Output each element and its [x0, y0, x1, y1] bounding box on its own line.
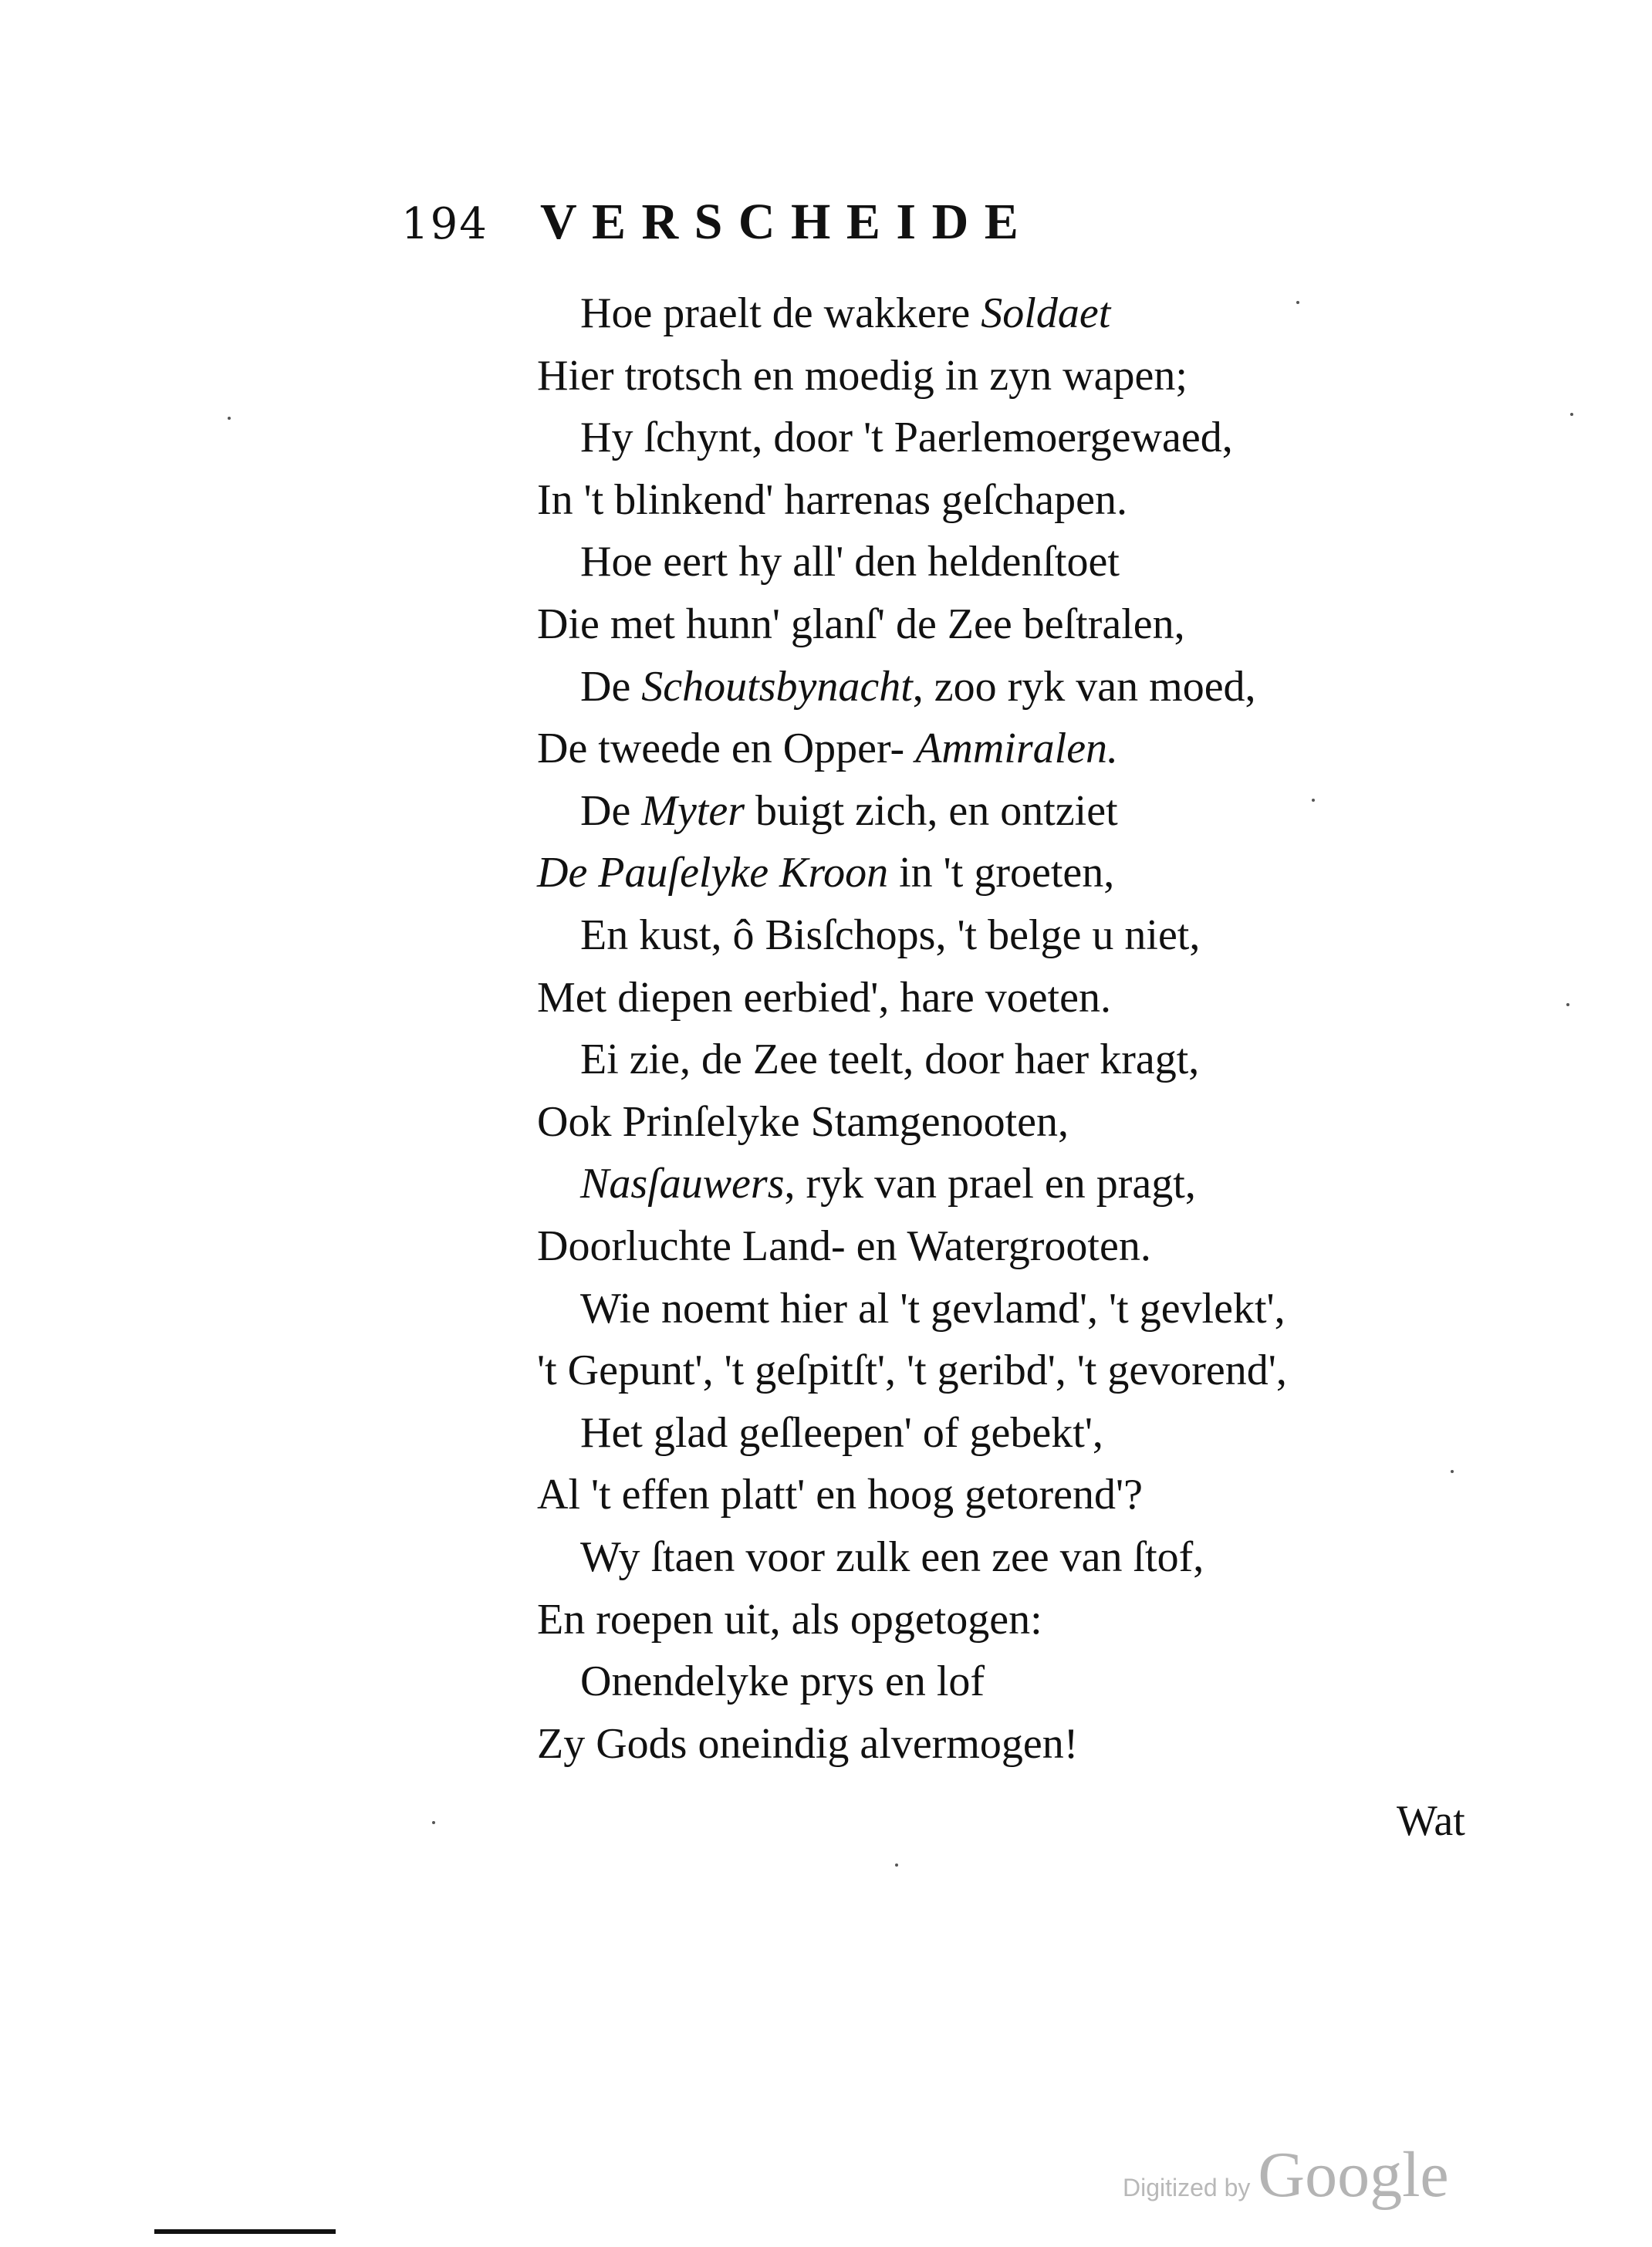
verse-text: 't Gepunt', 't geſpitſt', 't geribd', 't gevorend',	[537, 1347, 1287, 1394]
verse-text: Onendelyke prys en lof	[580, 1657, 985, 1705]
verse-line	[580, 416, 1233, 459]
verse-line	[537, 849, 1115, 897]
verse-italic-text: Myter	[641, 787, 745, 835]
verse-text: Zy Gods oneindig alvermogen!	[537, 1720, 1079, 1768]
verse-line	[537, 1471, 1143, 1519]
verse-text: Hier trotsch en moedig in zyn wapen;	[537, 352, 1187, 400]
verse-line	[580, 1533, 1204, 1581]
verse-italic-text: De Pauſelyke Kroon	[537, 849, 889, 897]
catchword: Wat	[1397, 1797, 1465, 1845]
verse-text: Met diepen eerbied', hare voeten.	[537, 974, 1111, 1022]
verse-line	[580, 538, 1120, 586]
verse-text: De	[580, 663, 642, 711]
verse-italic-text: Schoutsbynacht	[641, 663, 913, 711]
scan-edge-mark	[154, 2229, 336, 2234]
verse-text: Die met hunn' glanſ' de Zee beſtralen,	[537, 600, 1185, 648]
verse-text: Wie noemt hier al 't gevlamd', 't gevlekt',	[580, 1285, 1285, 1333]
scan-speck	[1296, 301, 1299, 304]
verse-line	[580, 1411, 1103, 1455]
verse-line	[537, 1596, 1042, 1644]
verse-line	[580, 1038, 1199, 1081]
verse-text: En kust, ô Bisſchops, 't belge u niet,	[580, 911, 1201, 959]
verse-line	[580, 663, 1256, 711]
verse-line	[537, 1349, 1287, 1392]
verse-text: Het glad geſleepen' of gebekt',	[580, 1409, 1103, 1457]
watermark-prefix: Digitized by	[1123, 2174, 1251, 2201]
verse-text: , zoo ryk van moed,	[912, 663, 1256, 711]
scan-speck	[1566, 1003, 1569, 1006]
scan-speck	[1312, 799, 1315, 802]
verse-text: Hoe praelt de wakkere	[580, 289, 981, 337]
verse-italic-text: Soldaet	[981, 289, 1111, 337]
verse-text: buigt zich, en ontziet	[745, 787, 1118, 835]
verse-line	[537, 600, 1185, 648]
verse-text: Hy ſchynt, door 't Paerlemoergewaed,	[580, 414, 1233, 461]
verse-text: De tweede en Opper-	[537, 725, 916, 772]
verse-line	[580, 789, 1118, 833]
verse-line	[537, 727, 1118, 770]
verse-line	[580, 289, 1111, 337]
verse-text: , ryk van prael en pragt,	[784, 1160, 1196, 1208]
verse-text: De	[580, 787, 642, 835]
verse-text: in 't groeten,	[888, 849, 1115, 897]
verse-text: Al 't effen platt' en hoog getorend'?	[537, 1471, 1143, 1519]
verse-line	[537, 352, 1187, 400]
verse-text: Wy ſtaen voor zulk een zee van ſtof,	[580, 1533, 1204, 1581]
verse-line	[537, 1722, 1078, 1766]
verse-line	[537, 478, 1127, 522]
verse-line	[537, 1222, 1151, 1270]
scan-speck	[1570, 413, 1573, 416]
verse-italic-text: Nasſauwers	[580, 1160, 785, 1208]
watermark-brand: Google	[1258, 2139, 1449, 2211]
digitized-watermark	[1123, 2137, 1449, 2212]
verse-line	[580, 1160, 1196, 1208]
verse-text: Doorluchte Land- en Watergrooten.	[537, 1222, 1151, 1270]
scan-speck	[432, 1821, 435, 1824]
page-number: 194	[401, 199, 488, 249]
scan-speck	[228, 417, 231, 420]
running-head: V E R S C H E I D E	[540, 194, 1020, 250]
verse-text: In 't blinkend' harrenas geſchapen.	[537, 476, 1127, 524]
verse-text: Hoe eert hy all' den heldenſtoet	[580, 538, 1120, 586]
verse-line	[537, 974, 1111, 1022]
verse-line	[580, 1657, 985, 1705]
verse-text: Ei zie, de Zee teelt, door haer kragt,	[580, 1036, 1200, 1083]
verse-line	[580, 911, 1201, 959]
verse-line	[537, 1100, 1069, 1144]
verse-text: En roepen uit, als opgetogen:	[537, 1596, 1042, 1644]
scan-speck	[895, 1863, 898, 1867]
verse-text: Ook Prinſelyke Stamgenooten,	[537, 1098, 1069, 1146]
scan-speck	[1451, 1470, 1454, 1473]
verse-italic-text: Ammiralen.	[915, 725, 1119, 772]
verse-line	[580, 1285, 1285, 1333]
